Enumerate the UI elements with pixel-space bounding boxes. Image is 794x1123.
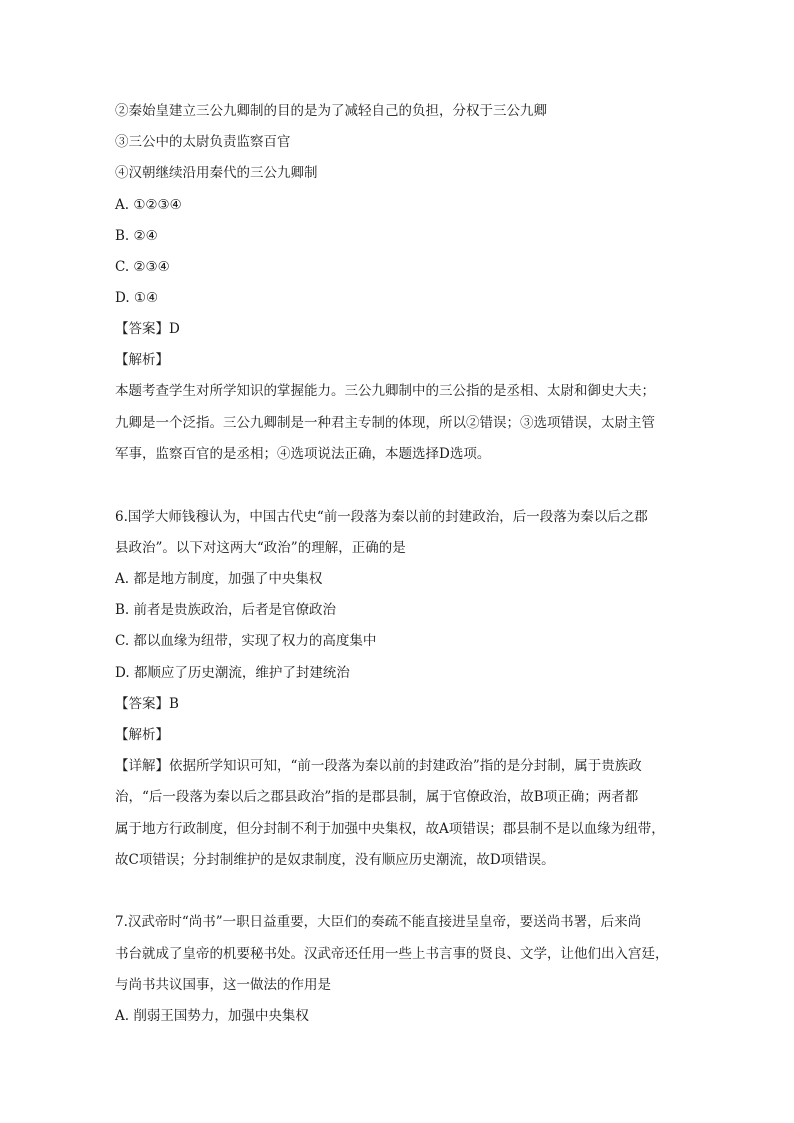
q5-statement-2: ②秦始皇建立三公九卿制的目的是为了减轻自己的负担，分权于三公九卿 bbox=[115, 103, 547, 119]
q5-option-c: C. ②③④ bbox=[115, 259, 170, 275]
q6-stem-line-1: 6.国学大师钱穆认为，中国古代史“前一段落为秦以前的封建政治，后一段落为秦以后之郡 bbox=[115, 509, 648, 525]
q5-analysis-line-2: 九卿是一个泛指。三公九卿制是一种君主专制的体现，所以②错误；③选项错误，太尉主管 bbox=[115, 415, 655, 431]
q5-analysis-line-1: 本题考查学生对所学知识的掌握能力。三公九卿制中的三公指的是丞相、太尉和御史大夫； bbox=[115, 383, 655, 399]
q6-analysis-label: 【解析】 bbox=[115, 727, 169, 743]
q5-option-d: D. ①④ bbox=[115, 290, 159, 306]
q6-option-c: C. 都以血缘为纽带，实现了权力的高度集中 bbox=[115, 633, 377, 649]
q6-analysis-line-4: 故C项错误；分封制维护的是奴隶制度，没有顺应历史潮流，故D项错误。 bbox=[115, 852, 555, 868]
q6-analysis-line-2: 治，“后一段落为秦以后之郡县政治”指的是郡县制，属于官僚政治，故B项正确；两者都 bbox=[115, 789, 639, 805]
q5-statement-3: ③三公中的太尉负责监察百官 bbox=[115, 134, 291, 150]
q7-stem-line-2: 书台就成了皇帝的机要秘书处。汉武帝还任用一些上书言事的贤良、文学，让他们出入宫廷， bbox=[115, 946, 669, 962]
q5-analysis-line-3: 军事，监察百官的是丞相；④选项说法正确，本题选择D选项。 bbox=[115, 446, 491, 462]
q6-analysis-line-1: 【详解】依据所学知识可知，“前一段落为秦以前的封建政治”指的是分封制，属于贵族政 bbox=[115, 758, 642, 774]
q5-analysis-label: 【解析】 bbox=[115, 352, 169, 368]
q7-stem-line-1: 7.汉武帝时“尚书”一职日益重要，大臣们的奏疏不能直接进呈皇帝，要送尚书署，后来尚 bbox=[115, 914, 642, 930]
q5-answer: 【答案】D bbox=[115, 321, 180, 337]
q6-answer: 【答案】B bbox=[115, 696, 179, 712]
q6-stem-line-2: 县政治”。以下对这两大“政治”的理解，正确的是 bbox=[115, 540, 406, 556]
q5-option-a: A. ①②③④ bbox=[115, 197, 182, 213]
q5-option-b: B. ②④ bbox=[115, 228, 158, 244]
q6-option-a: A. 都是地方制度，加强了中央集权 bbox=[115, 571, 323, 587]
q6-analysis-line-3: 属于地方行政制度，但分封制不利于加强中央集权，故A项错误；郡县制不是以血缘为纽带， bbox=[115, 821, 665, 837]
q7-option-a: A. 削弱王国势力，加强中央集权 bbox=[115, 1008, 309, 1024]
q7-stem-line-3: 与尚书共议国事，这一做法的作用是 bbox=[115, 977, 331, 993]
q6-option-b: B. 前者是贵族政治，后者是官僚政治 bbox=[115, 602, 337, 618]
q6-option-d: D. 都顺应了历史潮流，维护了封建统治 bbox=[115, 665, 350, 681]
q5-statement-4: ④汉朝继续沿用秦代的三公九卿制 bbox=[115, 165, 318, 181]
